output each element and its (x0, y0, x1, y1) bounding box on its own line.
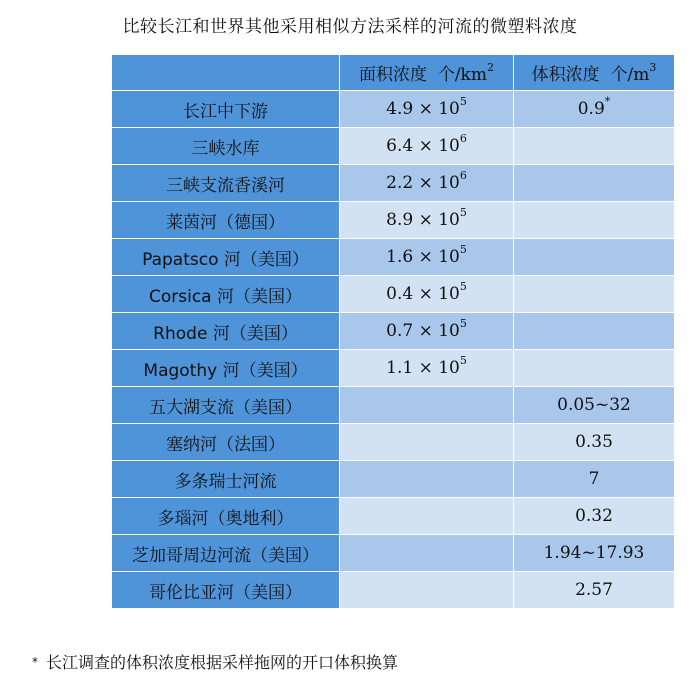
area-exponent: 5 (459, 95, 467, 109)
area-concentration-cell (340, 535, 514, 572)
river-name-cell: 塞纳河（法国） (112, 424, 340, 461)
volume-unit-exponent: 3 (649, 61, 657, 75)
header-area-concentration (340, 55, 514, 91)
area-value: 2.2 × 10 (386, 173, 460, 193)
volume-unit-text: 个/m (610, 65, 650, 85)
volume-footnote-marker: * (604, 95, 611, 109)
area-value: 1.1 × 10 (386, 358, 460, 378)
concentration-table (111, 54, 675, 609)
table-row (112, 535, 675, 572)
volume-value: 1.94~17.93 (543, 543, 645, 563)
volume-concentration-cell (514, 91, 675, 128)
area-concentration-cell (340, 461, 514, 498)
table-row (112, 424, 675, 461)
volume-concentration-cell (514, 165, 675, 202)
footnote-text: 长江调查的体积浓度根据采样拖网的开口体积换算 (46, 653, 399, 672)
header-volume-unit (610, 61, 657, 85)
river-name-cell: 三峡水库 (112, 128, 340, 165)
table-row (112, 313, 675, 350)
volume-concentration-cell (514, 424, 675, 461)
area-concentration-cell (340, 239, 514, 276)
table-row (112, 202, 675, 239)
area-concentration-cell (340, 202, 514, 239)
river-name-cell: 多条瑞士河流 (112, 461, 340, 498)
river-name-cell: 长江中下游 (112, 91, 340, 128)
table-title: 比较长江和世界其他采用相似方法采样的河流的微塑料浓度 (122, 17, 578, 37)
area-concentration-cell (340, 350, 514, 387)
table-row (112, 572, 675, 609)
river-name-cell: Papatsco 河（美国） (112, 239, 340, 276)
volume-value: 2.57 (575, 580, 613, 600)
volume-concentration-cell (514, 387, 675, 424)
volume-concentration-cell (514, 535, 675, 572)
header-river-column (112, 55, 340, 91)
area-concentration-cell (340, 572, 514, 609)
table-row (112, 128, 675, 165)
area-concentration-cell (340, 387, 514, 424)
footnote (32, 650, 398, 673)
table-row (112, 276, 675, 313)
volume-concentration-cell (514, 313, 675, 350)
table-row (112, 498, 675, 535)
river-name-cell: 三峡支流香溪河 (112, 165, 340, 202)
area-exponent: 5 (459, 354, 467, 368)
area-concentration-cell (340, 128, 514, 165)
table-row (112, 387, 675, 424)
header-volume-concentration (514, 55, 675, 91)
table-header-row (112, 55, 675, 91)
volume-concentration-cell (514, 572, 675, 609)
header-area-unit (437, 61, 494, 85)
area-concentration-cell (340, 498, 514, 535)
volume-value: 7 (588, 469, 600, 489)
area-exponent: 5 (459, 243, 467, 257)
area-exponent: 5 (459, 280, 467, 294)
volume-value: 0.35 (575, 432, 613, 452)
area-value: 0.7 × 10 (386, 321, 460, 341)
volume-concentration-cell (514, 202, 675, 239)
river-name-cell: Magothy 河（美国） (112, 350, 340, 387)
volume-concentration-cell (514, 350, 675, 387)
area-exponent: 5 (459, 206, 467, 220)
volume-concentration-cell (514, 276, 675, 313)
table-row (112, 350, 675, 387)
header-area-label: 面积浓度 (359, 65, 428, 85)
river-name-cell: 五大湖支流（美国） (112, 387, 340, 424)
volume-concentration-cell (514, 461, 675, 498)
volume-concentration-cell (514, 239, 675, 276)
volume-value: 0.9 (577, 99, 605, 119)
table-row (112, 165, 675, 202)
river-name-cell: 芝加哥周边河流（美国） (112, 535, 340, 572)
area-exponent: 6 (459, 132, 467, 146)
area-concentration-cell (340, 276, 514, 313)
river-name-cell: 多瑙河（奥地利） (112, 498, 340, 535)
area-unit-exponent: 2 (486, 61, 494, 75)
volume-value: 0.32 (575, 506, 613, 526)
area-value: 4.9 × 10 (386, 99, 460, 119)
area-exponent: 6 (459, 169, 467, 183)
volume-concentration-cell (514, 498, 675, 535)
river-name-cell: Corsica 河（美国） (112, 276, 340, 313)
footnote-marker: * (32, 655, 38, 669)
area-concentration-cell (340, 91, 514, 128)
table-row (112, 239, 675, 276)
area-concentration-cell (340, 424, 514, 461)
river-name-cell: 哥伦比亚河（美国） (112, 572, 340, 609)
river-name-cell: Rhode 河（美国） (112, 313, 340, 350)
volume-value: 0.05~32 (557, 395, 631, 415)
river-name-cell: 莱茵河（德国） (112, 202, 340, 239)
area-value: 1.6 × 10 (386, 247, 460, 267)
area-value: 0.4 × 10 (386, 284, 460, 304)
area-value: 6.4 × 10 (386, 136, 460, 156)
volume-concentration-cell (514, 128, 675, 165)
area-concentration-cell (340, 165, 514, 202)
area-value: 8.9 × 10 (386, 210, 460, 230)
table-row (112, 461, 675, 498)
table-row (112, 91, 675, 128)
area-exponent: 5 (459, 317, 467, 331)
area-unit-text: 个/km (437, 65, 487, 85)
area-concentration-cell (340, 313, 514, 350)
header-volume-label: 体积浓度 (531, 65, 600, 85)
